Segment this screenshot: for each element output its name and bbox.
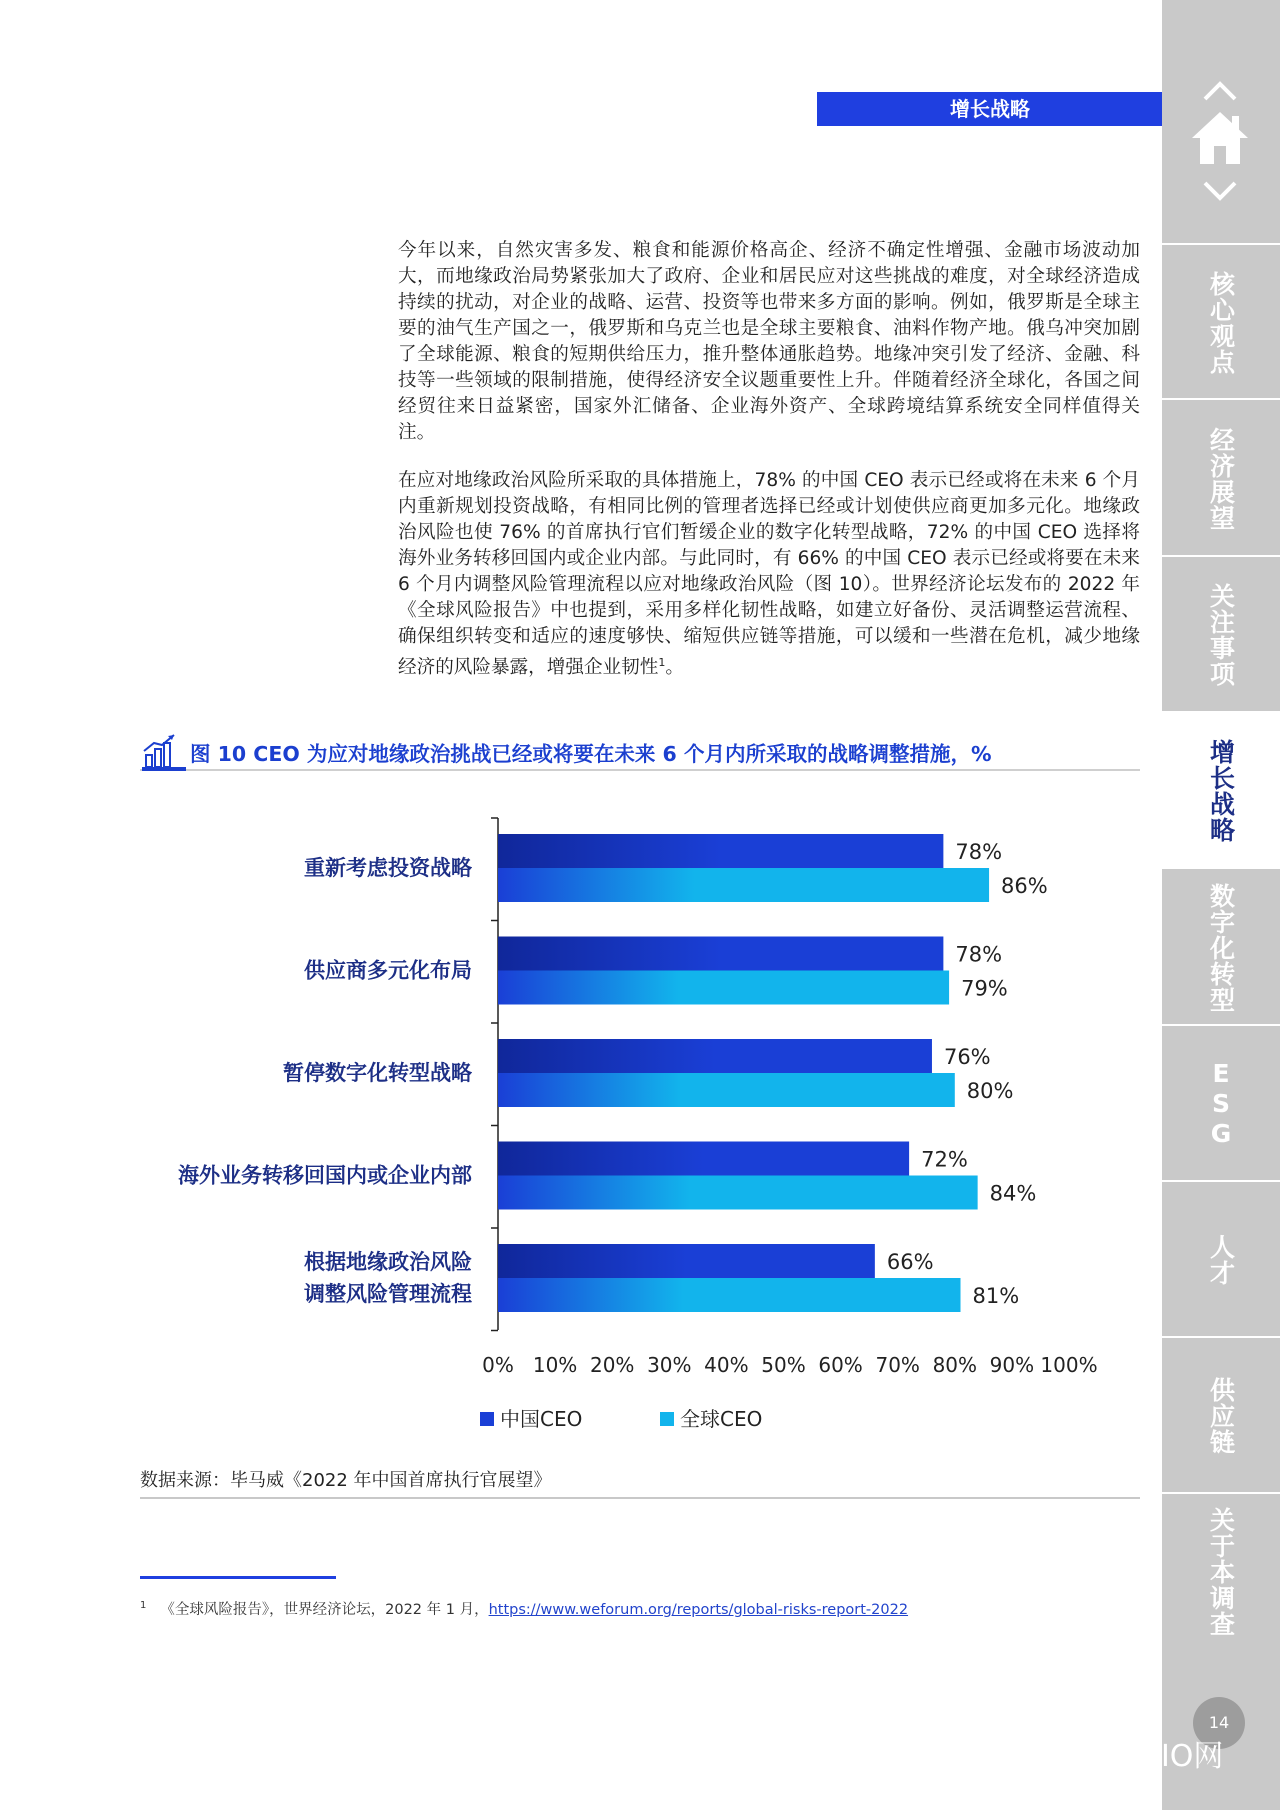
source-divider xyxy=(140,1497,1140,1499)
footnote xyxy=(140,1598,908,1619)
page-number: 14 xyxy=(1193,1697,1245,1749)
footnote-link[interactable]: https://www.weforum.org/reports/global-risks-report-2022 xyxy=(488,1602,909,1618)
data-label: 72% xyxy=(921,1147,968,1172)
bar-chart-svg xyxy=(140,800,1140,1440)
x-tick-label: 60% xyxy=(818,1353,863,1377)
data-label: 80% xyxy=(966,1079,1014,1103)
bar-china xyxy=(498,834,943,868)
category-label: 根据地缘政治风险 xyxy=(304,1250,472,1274)
sidebar-item-label: 人才 xyxy=(1206,1234,1236,1286)
sidebar-item-2[interactable] xyxy=(1162,398,1280,557)
body-paragraph-1: 今年以来，自然灾害多发、粮食和能源价格高企、经济不确定性增强、金融市场波动加大，而地缘政治局势紧张加大了政府、企业和居民应对这些挑战的难度，对全球经济造成持续的扰动，对企业的战略、运营、投资等也带来多方面的影响。例如，俄罗斯是全球主要的油气生产国之一，俄罗斯和乌克兰也是全球主要粮食、油料作物产地。俄乌冲突加剧了全球能源、粮食的短期供给压力，推升整体通胀趋势。地缘冲突引发了经济、金融、科技等一些领域的限制措施，使得经济安全议题重要性上升。伴随着经济全球化，各国之间经贸往来日益紧密，国家外汇储备、企业海外资产、全球跨境结算系统安全同样值得关注。 xyxy=(398,240,1140,443)
x-tick-label: 90% xyxy=(989,1353,1035,1377)
data-label: 78% xyxy=(955,942,1003,967)
bar-chart xyxy=(140,800,1140,1440)
sidebar-item-4[interactable] xyxy=(1162,711,1280,869)
legend-swatch xyxy=(480,1412,494,1426)
legend-label: 全球CEO xyxy=(680,1407,763,1431)
sidebar-item-1[interactable] xyxy=(1162,243,1280,400)
x-tick-label: 40% xyxy=(704,1353,749,1377)
footnote-ref[interactable]: 1 xyxy=(658,656,666,669)
bar-global xyxy=(498,1073,955,1107)
x-tick-label: 0% xyxy=(482,1353,514,1377)
footnote-text: 《全球风险报告》，世界经济论坛，2022 年 1 月， xyxy=(160,1602,489,1618)
x-tick-label: 50% xyxy=(761,1353,806,1377)
figure-title-row xyxy=(140,731,1140,771)
x-tick-label: 100% xyxy=(1040,1353,1098,1377)
bar-global xyxy=(498,971,949,1005)
sidebar-item-label: 关注事项 xyxy=(1206,583,1236,687)
data-label: 76% xyxy=(943,1045,991,1069)
sidebar-item-label: 数字化转型 xyxy=(1206,882,1236,1013)
sidebar-item-label: 核心观点 xyxy=(1206,270,1236,375)
data-label: 81% xyxy=(972,1284,1020,1308)
home-icon[interactable] xyxy=(1190,108,1250,168)
figure-source: 数据来源：毕马威《2022 年中国首席执行官展望》 xyxy=(140,1470,552,1491)
sidebar-item-label: ESG xyxy=(1206,1059,1236,1149)
legend-swatch xyxy=(660,1412,674,1426)
legend-label: 中国CEO xyxy=(500,1407,583,1431)
x-tick-label: 30% xyxy=(647,1353,692,1377)
footnote-rule xyxy=(140,1576,336,1579)
watermark-text: 福建CIO网 xyxy=(1080,1739,1224,1774)
x-tick-label: 20% xyxy=(589,1353,635,1377)
bar-china xyxy=(498,937,943,971)
data-label: 78% xyxy=(955,840,1003,864)
data-label: 79% xyxy=(961,976,1008,1001)
category-label: 调整风险管理流程 xyxy=(304,1282,472,1306)
sidebar-item-3[interactable] xyxy=(1162,555,1280,713)
chevron-up-icon[interactable] xyxy=(1202,80,1238,102)
sidebar-item-5[interactable] xyxy=(1162,867,1280,1026)
bar-china xyxy=(498,1039,932,1073)
category-label: 重新考虑投资战略 xyxy=(304,856,472,880)
data-label: 86% xyxy=(1001,874,1048,898)
bar-global xyxy=(498,1278,961,1312)
category-label: 海外业务转移回国内或企业内部 xyxy=(178,1163,472,1188)
bar-china xyxy=(498,1244,875,1278)
wechat-icon xyxy=(1030,1736,1072,1770)
body-paragraph-2 xyxy=(398,468,1140,681)
data-label: 66% xyxy=(886,1250,934,1274)
bar-global xyxy=(498,1176,978,1210)
sidebar-item-label: 经济展望 xyxy=(1206,426,1236,531)
chart-icon xyxy=(140,731,190,775)
sidebar-item-label: 增长战略 xyxy=(1206,739,1236,843)
chevron-down-icon[interactable] xyxy=(1202,180,1238,202)
body-paragraph-2-end: 。 xyxy=(665,657,684,679)
category-label: 暂停数字化转型战略 xyxy=(283,1061,472,1085)
figure-title: 图 10 CEO 为应对地缘政治挑战已经或将要在未来 6 个月内所采取的战略调整措施，% xyxy=(190,742,992,766)
sidebar-item-label: 供应链 xyxy=(1206,1377,1236,1455)
data-label: 84% xyxy=(989,1181,1037,1206)
nav-top xyxy=(1162,0,1280,243)
sidebar-item-label: 关于本调查 xyxy=(1206,1507,1236,1637)
sidebar-item-6[interactable] xyxy=(1162,1024,1280,1182)
x-tick-label: 80% xyxy=(932,1353,978,1377)
bar-global xyxy=(498,868,989,902)
sidebar-item-7[interactable] xyxy=(1162,1180,1280,1338)
watermark xyxy=(1030,1733,1240,1773)
bar-china xyxy=(498,1142,909,1176)
sidebar-item-9[interactable] xyxy=(1162,1492,1280,1650)
section-banner: 增长战略 xyxy=(817,92,1163,126)
sidebar-nav xyxy=(1162,0,1280,1810)
sidebar-item-8[interactable] xyxy=(1162,1336,1280,1494)
footnote-number: 1 xyxy=(140,1600,147,1612)
x-tick-label: 10% xyxy=(532,1353,578,1377)
category-label: 供应商多元化布局 xyxy=(304,958,472,983)
x-tick-label: 70% xyxy=(875,1353,920,1377)
body-paragraph-2-text: 在应对地缘政治风险所采取的具体措施上，78% 的中国 CEO 表示已经或将在未来 6 个月内重新规划投资战略，有相同比例的管理者选择已经或计划使供应商更加多元化。地缘政治风险也使 76% 的首席执行官们暂缓企业的数字化转型战略，72% 的中国 CEO 选择将海外业务转移回国内或企业内部。与此同时，有 66% 的中国 CEO 表示已经或将要在未来 6 个月内调整风险管理流程以应对地缘政治风险（图 10）。世界经济论坛发布的 2022 年《全球风险报告》中也提到，采用多样化韧性战略，如建立好备份、灵活调整运营流程、确保组织转变和适应的速度够快、缩短供应链等措施，可以缓和一些潜在危机，减少地缘经济的风险暴露，增强企业韧性 xyxy=(398,470,1140,679)
